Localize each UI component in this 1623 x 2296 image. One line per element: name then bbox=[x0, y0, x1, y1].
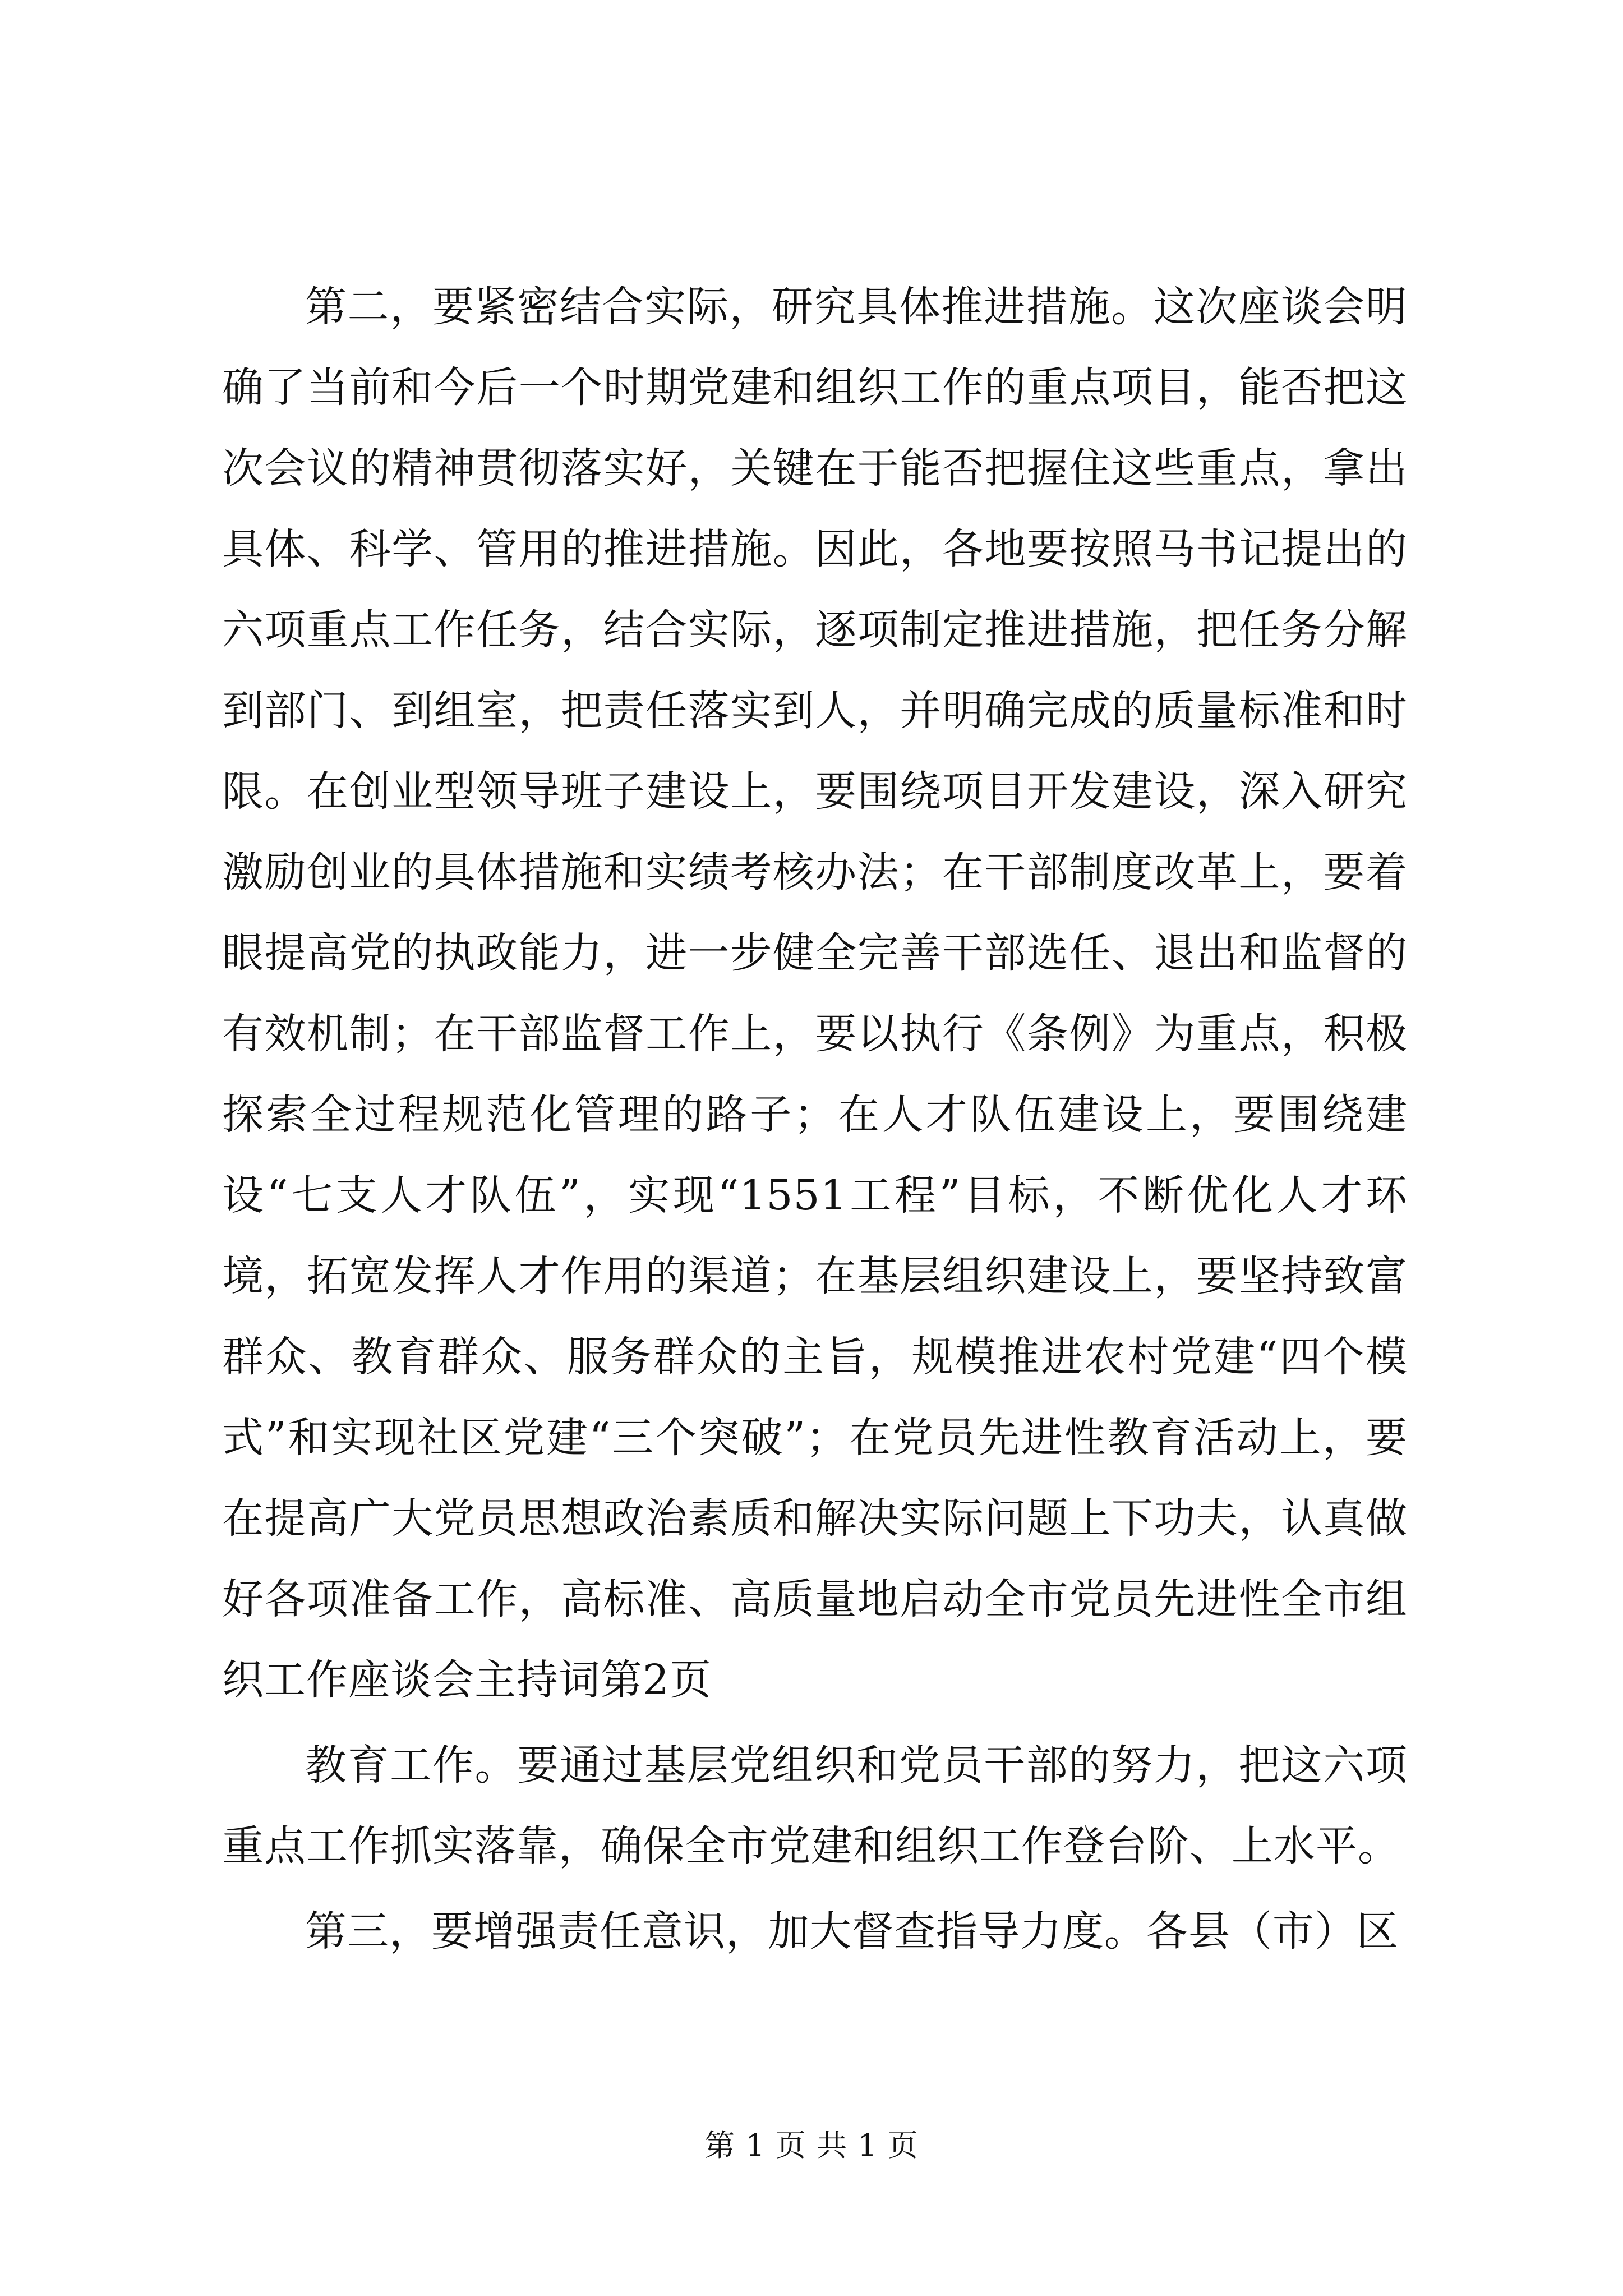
paragraph-education-work: 教育工作。要通过基层党组织和党员干部的努力，把这六项重点工作抓实落靠，确保全市党建和组织工作登台阶、上水平。 bbox=[222, 1741, 1408, 1870]
document-body bbox=[222, 266, 1408, 1972]
page-footer: 第 1 页 共 1 页 bbox=[704, 2128, 919, 2163]
paragraph-third-point: 第三，要增强责任意识，加大督查指导力度。各县（市）区 bbox=[305, 1907, 1399, 1955]
paragraph-second-point: 第二，要紧密结合实际，研究具体推进措施。这次座谈会明确了当前和今后一个时期党建和组织工作的重点项目，能否把这次会议的精神贯彻落实好，关键在于能否把握住这些重点，拿出具体、科学、管用的推进措施。因此，各地要按照马书记提出的六项重点工作任务，结合实际，逐项制定推进措施，把任务分解到部门、到组室，把责任落实到人，并明确完成的质量标准和时限。在创业型领导班子建设上，要围绕项目开发建设，深入研究激励创业的具体措施和实绩考核办法；在干部制度改革上，要着眼提高党的执政能力，进一步健全完善干部选任、退出和监督的有效机制；在干部监督工作上，要以执行《条例》为重点，积极探索全过程规范化管理的路子；在人才队伍建设上，要围绕建设“七支人才队伍”，实现“1551工程”目标，不断优化人才环境，拓宽发挥人才作用的渠道；在基层组织建设上，要坚持致富群众、教育群众、服务群众的主旨，规模推进农村党建“四个模式”和实现社区党建“三个突破”；在党员先进性教育活动上，要在提高广大党员思想政治素质和解决实际问题上下功夫，认真做好各项准备工作，高标准、高质量地启动全市党员先进性全市组织工作座谈会主持词第2页 bbox=[222, 283, 1408, 1704]
